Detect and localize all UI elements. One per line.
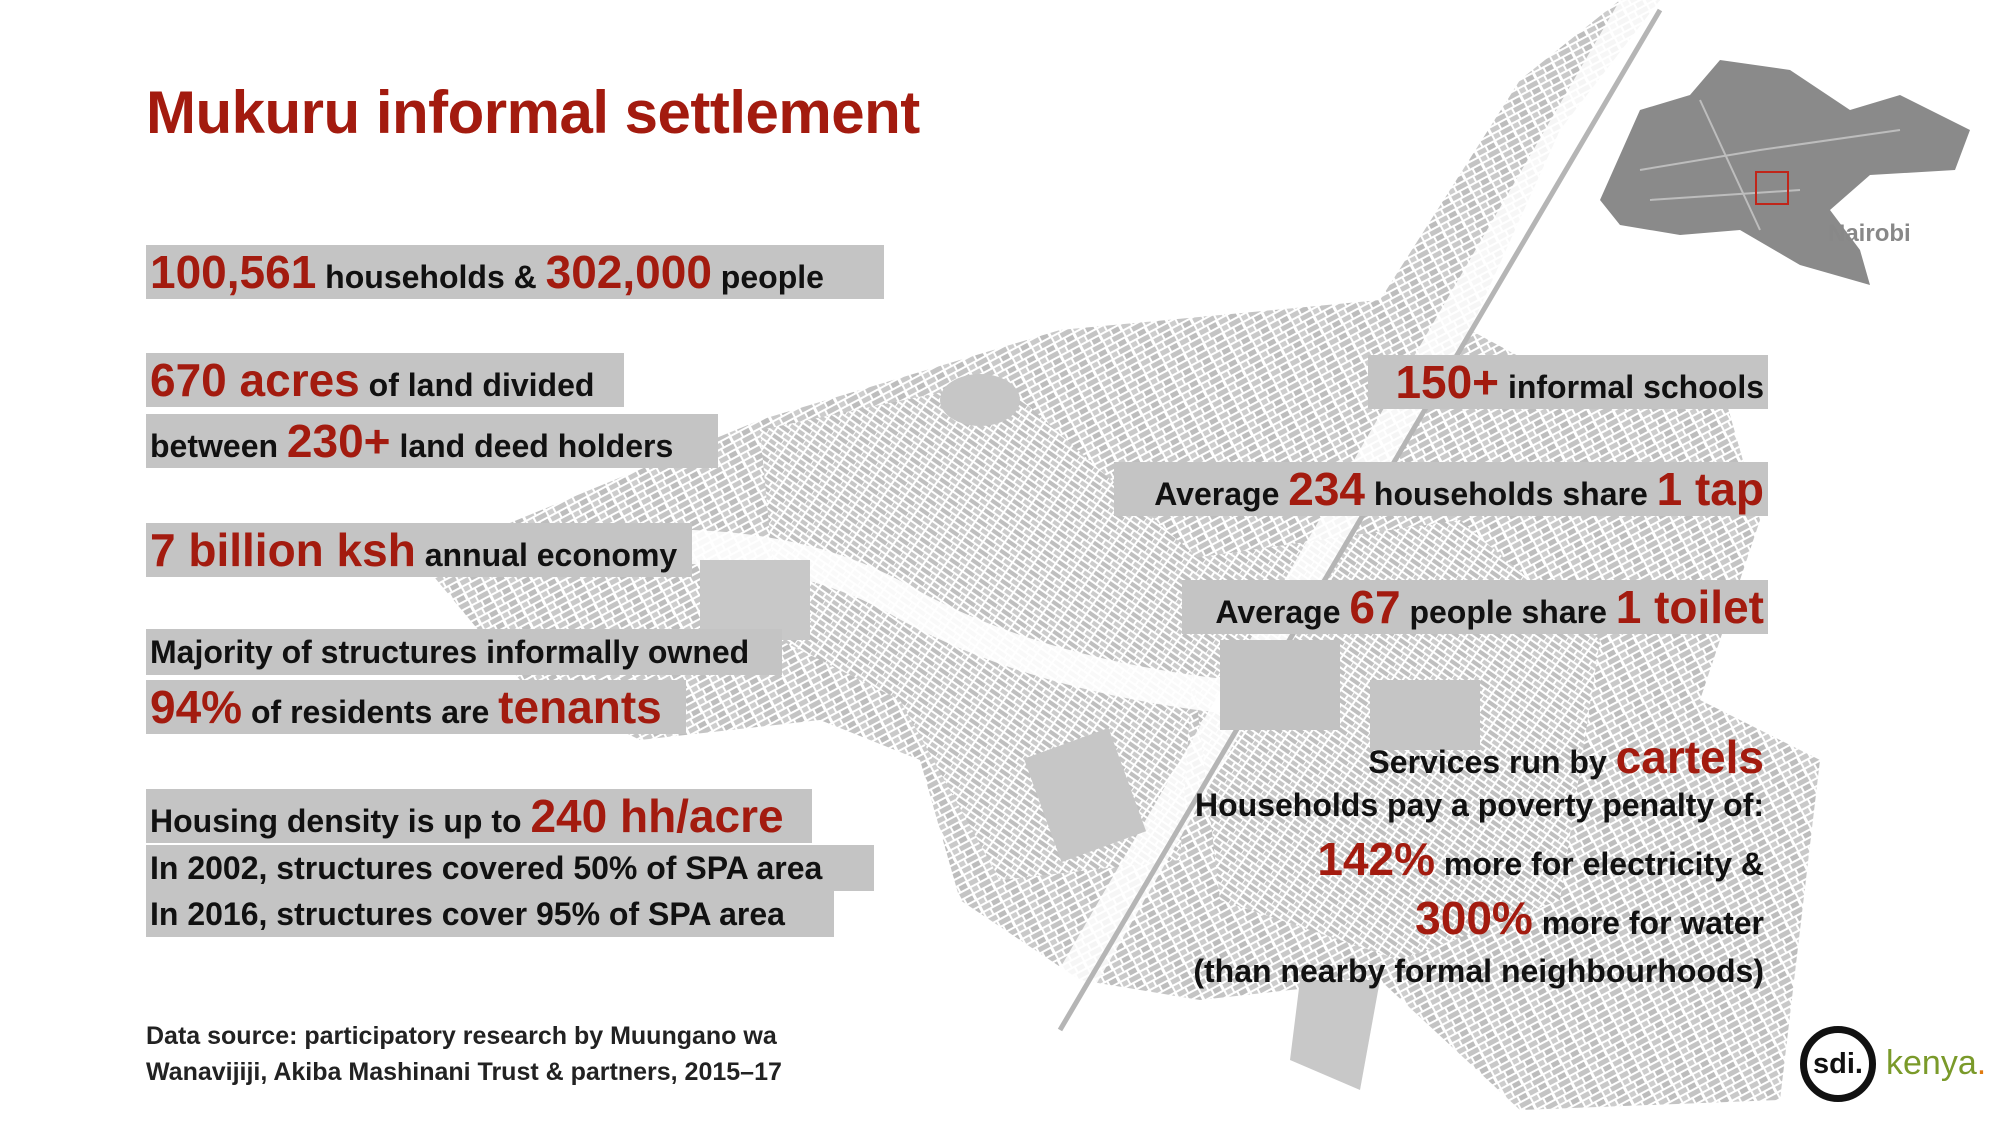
cartels-word: cartels bbox=[1615, 731, 1764, 783]
data-source-line-2: Wanavijiji, Akiba Mashinani Trust & partners, 2015–17 bbox=[146, 1058, 782, 1086]
kenya-logo-text: kenya. bbox=[1886, 1044, 1987, 1082]
electricity-label: more for electricity & bbox=[1435, 846, 1764, 882]
stat-structures-owned bbox=[146, 629, 782, 675]
nairobi-label: Nairobi bbox=[1828, 220, 1911, 247]
deed-label: land deed holders bbox=[390, 428, 674, 464]
tap-label: households share bbox=[1365, 476, 1657, 512]
tenants-word: tenants bbox=[498, 681, 662, 733]
coverage-2016-text: In 2016, structures cover 95% of SPA area bbox=[150, 896, 785, 932]
sdi-logo-text: sdi. bbox=[1813, 1047, 1863, 1080]
people-value: 302,000 bbox=[545, 246, 712, 298]
poverty-penalty-text: Households pay a poverty penalty of: bbox=[1195, 787, 1764, 823]
data-source bbox=[146, 1018, 782, 1090]
stat-tap-sharing bbox=[1114, 462, 1768, 516]
tap-prefix: Average bbox=[1154, 476, 1289, 512]
stat-tenants bbox=[146, 680, 686, 734]
electricity-percent: 142% bbox=[1317, 833, 1435, 885]
toilet-prefix: Average bbox=[1215, 594, 1350, 630]
nairobi-inset-map bbox=[1600, 60, 1970, 285]
schools-value: 150+ bbox=[1395, 356, 1500, 408]
page-title: Mukuru informal settlement bbox=[146, 79, 920, 146]
stat-electricity-penalty bbox=[1260, 832, 1768, 886]
toilet-label: people share bbox=[1400, 594, 1616, 630]
kenya-logo-word: kenya bbox=[1886, 1044, 1977, 1082]
stat-coverage-2002 bbox=[146, 845, 874, 891]
density-value: 240 hh/acre bbox=[530, 790, 784, 842]
deed-value: 230+ bbox=[286, 415, 391, 467]
data-source-line-1: Data source: participatory research by Muungano wa bbox=[146, 1022, 777, 1050]
structures-owned-text: Majority of structures informally owned bbox=[150, 634, 750, 670]
stat-schools bbox=[1368, 355, 1768, 409]
schools-label: informal schools bbox=[1499, 369, 1764, 405]
economy-value: 7 billion ksh bbox=[150, 524, 416, 576]
deed-prefix: between bbox=[150, 428, 287, 464]
water-percent: 300% bbox=[1415, 892, 1533, 944]
acres-value: 670 acres bbox=[150, 354, 360, 406]
sdi-logo bbox=[1800, 1026, 1876, 1102]
toilet-count: 1 toilet bbox=[1615, 581, 1764, 633]
water-label: more for water bbox=[1532, 905, 1764, 941]
tap-count: 1 tap bbox=[1656, 463, 1764, 515]
stat-households-people bbox=[146, 245, 884, 299]
households-label: households & bbox=[316, 259, 546, 295]
stat-housing-density bbox=[146, 789, 812, 843]
tenants-label: of residents are bbox=[242, 694, 499, 730]
comparison-note-text: (than nearby formal neighbourhoods) bbox=[1193, 953, 1764, 989]
stat-land-acres bbox=[146, 353, 624, 407]
tap-households-value: 234 bbox=[1288, 463, 1365, 515]
stat-water-penalty bbox=[1360, 891, 1768, 945]
stat-economy bbox=[146, 523, 692, 577]
density-prefix: Housing density is up to bbox=[150, 803, 531, 839]
stat-poverty-penalty bbox=[1150, 782, 1768, 828]
stat-coverage-2016 bbox=[146, 891, 834, 937]
cartels-prefix: Services run by bbox=[1368, 744, 1616, 780]
stat-deed-holders bbox=[146, 414, 718, 468]
stat-cartels bbox=[1300, 730, 1768, 784]
stat-comparison-note bbox=[1150, 948, 1768, 994]
people-label: people bbox=[711, 259, 824, 295]
economy-label: annual economy bbox=[415, 537, 678, 573]
tenants-percent: 94% bbox=[150, 681, 243, 733]
acres-label: of land divided bbox=[359, 367, 595, 403]
coverage-2002-text: In 2002, structures covered 50% of SPA area bbox=[150, 850, 823, 886]
households-value: 100,561 bbox=[150, 246, 317, 298]
toilet-people-value: 67 bbox=[1349, 581, 1401, 633]
stat-toilet-sharing bbox=[1182, 580, 1768, 634]
